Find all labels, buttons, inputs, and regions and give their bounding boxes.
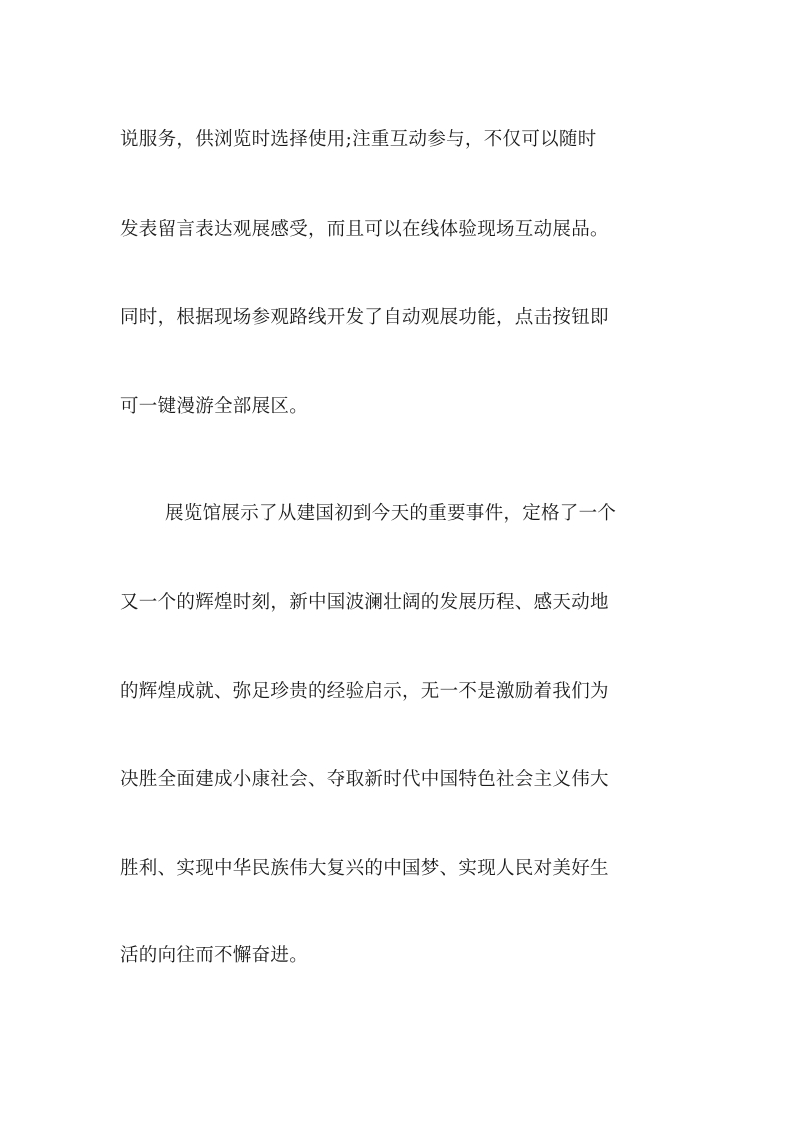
- text-line: 可一键漫游全部展区。: [120, 396, 309, 417]
- text-line: 活的向往而不懈奋进。: [120, 945, 309, 966]
- text-line: 决胜全面建成小康社会、夺取新时代中国特色社会主义伟大: [120, 769, 609, 790]
- text-line: 说服务，供浏览时选择使用;注重互动参与，不仅可以随时: [120, 129, 597, 150]
- text-line: 同时，根据现场参观路线开发了自动观展功能，点击按钮即: [120, 307, 609, 328]
- text-line: 胜利、实现中华民族伟大复兴的中国梦、实现人民对美好生: [120, 858, 609, 879]
- text-line: 展览馆展示了从建国初到今天的重要事件，定格了一个: [165, 503, 617, 524]
- text-line: 的辉煌成就、弥足珍贵的经验启示，无一不是激励着我们为: [120, 681, 609, 702]
- text-line: 发表留言表达观展感受，而且可以在线体验现场互动展品。: [120, 219, 609, 240]
- text-line: 又一个的辉煌时刻，新中国波澜壮阔的发展历程、感天动地: [120, 592, 609, 613]
